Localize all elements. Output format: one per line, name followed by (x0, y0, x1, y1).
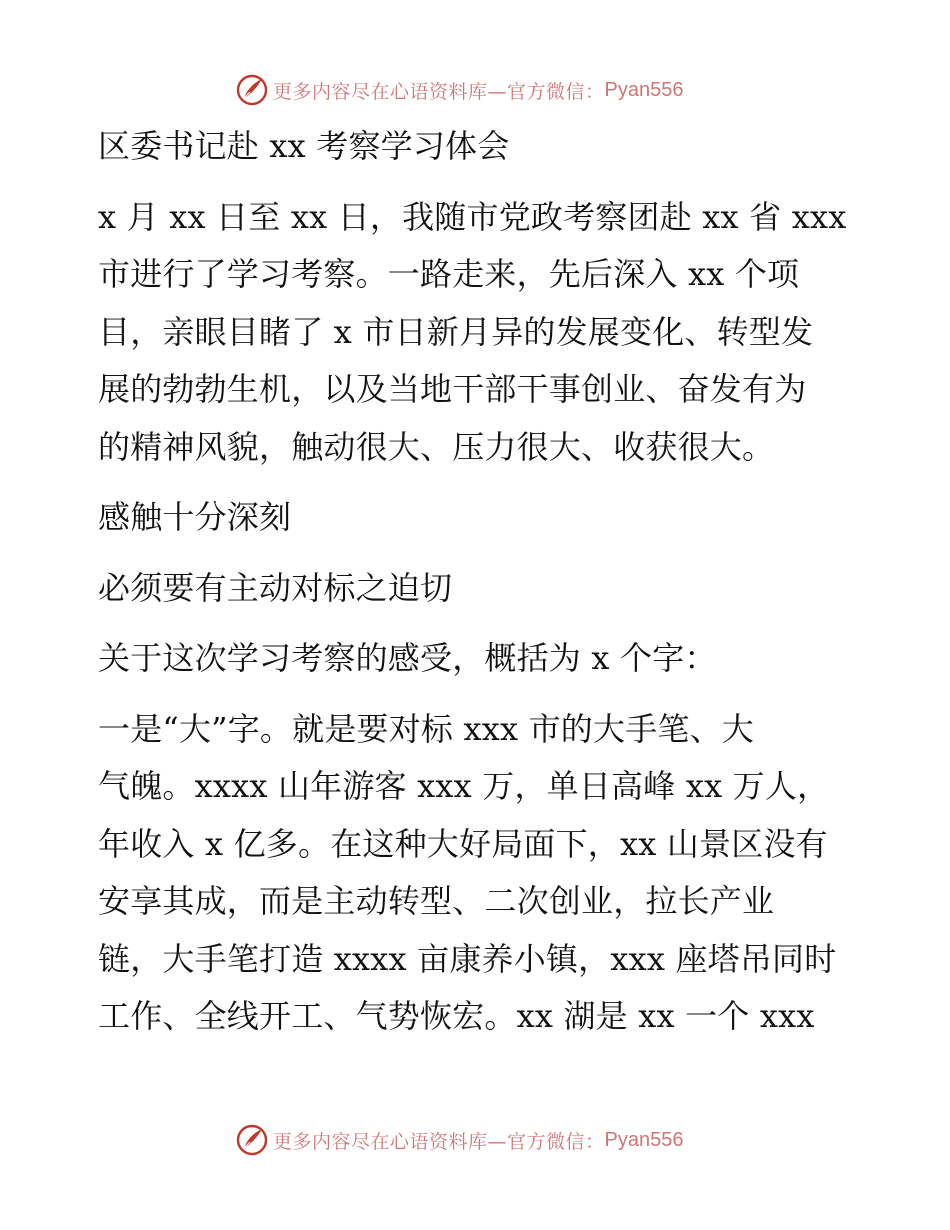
paragraph-line: x 月 xx 日至 xx 日，我随市党政考察团赴 xx 省 xxx (98, 197, 847, 236)
watermark-text: 更多内容尽在心语资料库—官方微信： (273, 80, 605, 103)
paragraph-line: 展的勃勃生机，以及当地干部干事创业、奋发有为 (98, 370, 807, 408)
paragraph-line: 链，大手笔打造 xxxx 亩康养小镇，xxx 座塔吊同时 (98, 939, 837, 978)
feather-seal-icon (235, 1123, 269, 1157)
paragraph-line: 目，亲眼目睹了 x 市日新月异的发展变化、转型发 (98, 312, 814, 351)
paragraph-line: 年收入 x 亿多。在这种大好局面下，xx 山景区没有 (98, 824, 828, 863)
watermark-wechat-id: Pyan556 (604, 1128, 684, 1151)
paragraph-line: 气魄。xxxx 山年游客 xxx 万，单日高峰 xx 万人， (98, 767, 830, 805)
paragraph-line: 市进行了学习考察。一路走来，先后深入 xx 个项 (98, 255, 800, 293)
paragraph-line: 工作、全线开工、气势恢宏。xx 湖是 xx 一个 xxx (98, 997, 815, 1035)
document-body (98, 118, 858, 1046)
paragraph-line: 的精神风貌，触动很大、压力很大、收获很大。 (98, 427, 775, 466)
section-heading: 必须要有主动对标之迫切 (98, 568, 453, 607)
feather-seal-icon (235, 73, 269, 107)
paragraph-line: 安享其成，而是主动转型、二次创业，拉长产业 (98, 882, 775, 920)
watermark-text: 更多内容尽在心语资料库—官方微信： (273, 1130, 605, 1153)
watermark-wechat-id: Pyan556 (604, 78, 684, 101)
section-heading: 感触十分深刻 (98, 498, 292, 536)
paragraph-line: 关于这次学习考察的感受，概括为 x 个字： (98, 639, 717, 677)
paragraph-line: 一是“大”字。就是要对标 xxx 市的大手笔、大 (98, 709, 755, 748)
watermark-banner-top (235, 72, 683, 108)
document-title: 区委书记赴 xx 考察学习体会 (98, 127, 510, 165)
watermark-banner-bottom (235, 1122, 683, 1158)
